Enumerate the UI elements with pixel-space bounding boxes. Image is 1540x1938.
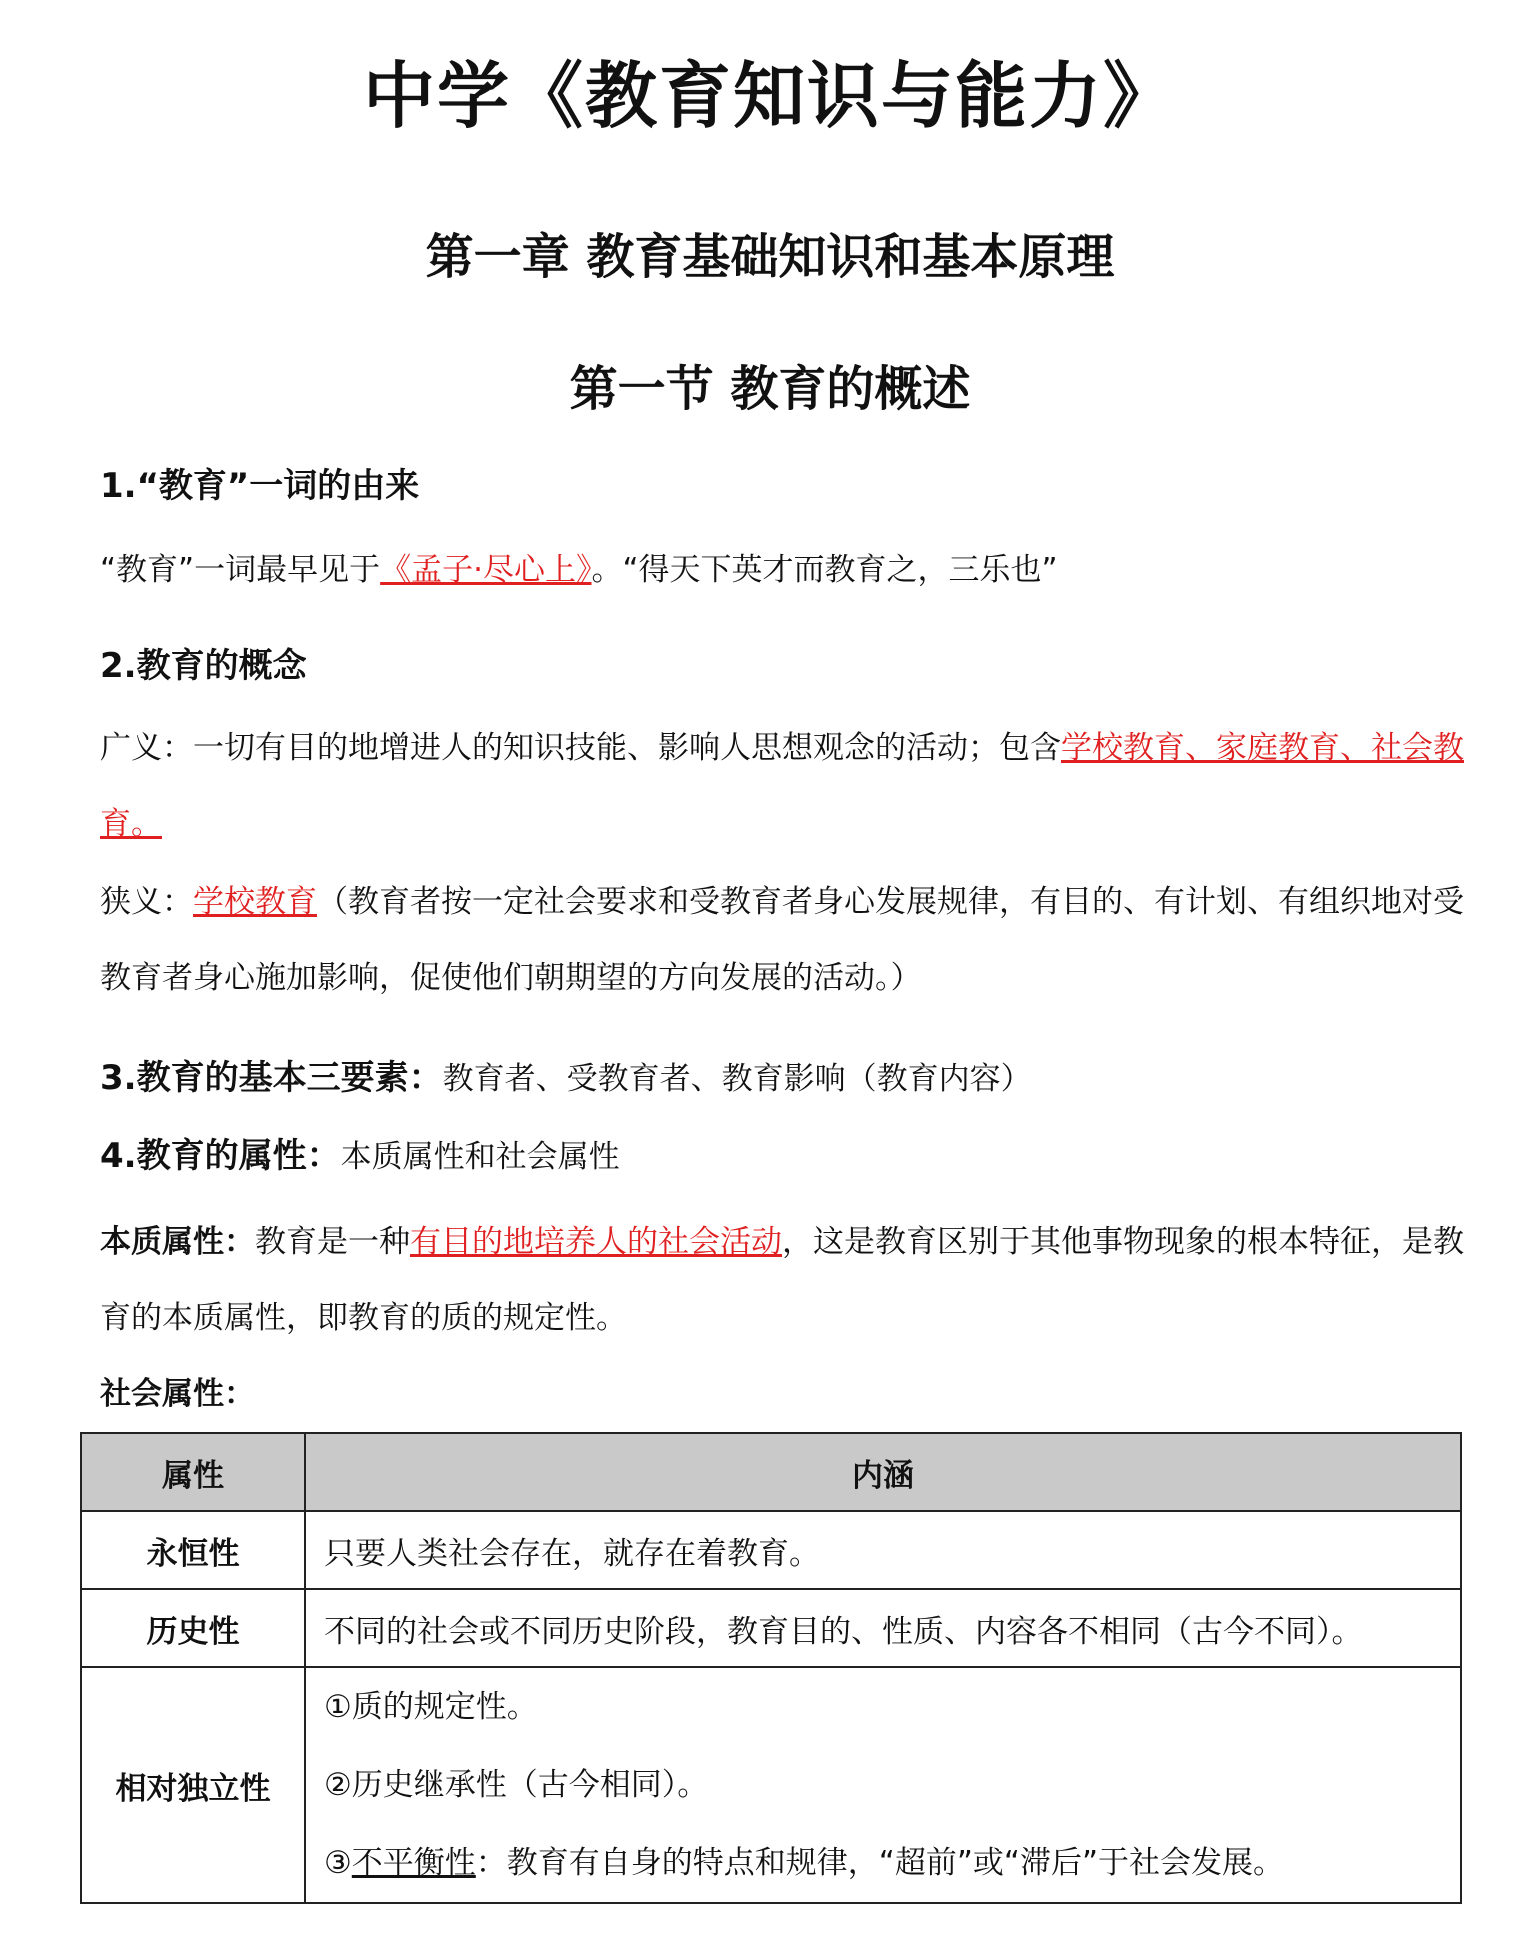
column-header-meaning: 内涵	[305, 1433, 1461, 1511]
document-title: 中学《教育知识与能力》	[362, 54, 1177, 138]
broad-highlight: 学校教育、家庭教育、社会教育。	[100, 730, 1464, 842]
item-text: ：教育有自身的特点和规律，“超前”或“滞后”于社会发展。	[475, 1845, 1285, 1881]
column-header-attribute: 属性	[81, 1433, 305, 1511]
row-name: 永恒性	[81, 1511, 305, 1589]
paragraph-essence	[100, 1204, 1470, 1356]
table-header-row	[81, 1433, 1461, 1511]
heading-elements	[100, 1050, 1032, 1099]
table-row	[81, 1667, 1461, 1903]
narrow-text: （教育者按一定社会要求和受教育者身心发展规律，有目的、有计划、有组织地对受教育者身心施加影响，促使他们朝期望的方向发展的活动。）	[100, 884, 1464, 996]
social-attributes-table	[80, 1432, 1462, 1904]
elements-text: 教育者、受教育者、教育影响（教育内容）	[442, 1061, 1032, 1097]
broad-text: 广义：一切有目的地增进人的知识技能、影响人思想观念的活动；包含	[100, 730, 1061, 766]
heading-origin: 1.“教育”一词的由来	[100, 466, 420, 506]
elements-heading-label: 3.教育的基本三要素：	[100, 1058, 443, 1098]
paragraph-origin	[100, 548, 1058, 592]
row-item: ①质的规定性。	[324, 1689, 538, 1725]
narrow-label: 狭义：	[100, 884, 193, 920]
row-content: 不同的社会或不同历史阶段，教育目的、性质、内容各不相同（古今不同）。	[305, 1589, 1461, 1667]
chapter-title: 第一章 教育基础知识和基本原理	[425, 229, 1115, 285]
row-content	[305, 1667, 1461, 1903]
essence-text-post: ，这是教育区别于其他事物现象的根本特征，是教育的本质属性，即教育的质的规定性。	[100, 1224, 1464, 1336]
paragraph-narrow-definition	[100, 864, 1470, 1016]
narrow-highlight: 学校教育	[193, 884, 317, 920]
origin-text-post: 。“得天下英才而教育之，三乐也”	[591, 552, 1058, 588]
heading-concept: 2.教育的概念	[100, 646, 307, 686]
essence-highlight: 有目的地培养人的社会活动	[410, 1224, 782, 1260]
row-name: 历史性	[81, 1589, 305, 1667]
attributes-heading-label: 4.教育的属性：	[100, 1136, 341, 1176]
table-row	[81, 1511, 1461, 1589]
section-title: 第一节 教育的概述	[569, 361, 971, 417]
item-underlined-term: 不平衡性	[351, 1845, 476, 1881]
item-number: ③	[324, 1845, 352, 1881]
row-item: ②历史继承性（古今相同）。	[324, 1767, 709, 1803]
heading-attributes	[100, 1128, 620, 1177]
paragraph-broad-definition	[100, 710, 1470, 862]
row-item	[324, 1824, 1442, 1902]
origin-text-pre: “教育”一词最早见于	[100, 552, 381, 588]
row-name: 相对独立性	[81, 1667, 305, 1903]
origin-source-highlight: 《孟子·尽心上》	[380, 552, 592, 588]
row-content: 只要人类社会存在，就存在着教育。	[305, 1511, 1461, 1589]
essence-label: 本质属性：	[100, 1224, 255, 1260]
social-attribute-label: 社会属性：	[100, 1376, 255, 1412]
essence-text-pre: 教育是一种	[255, 1224, 410, 1260]
table-row	[81, 1589, 1461, 1667]
attributes-text: 本质属性和社会属性	[340, 1139, 620, 1175]
